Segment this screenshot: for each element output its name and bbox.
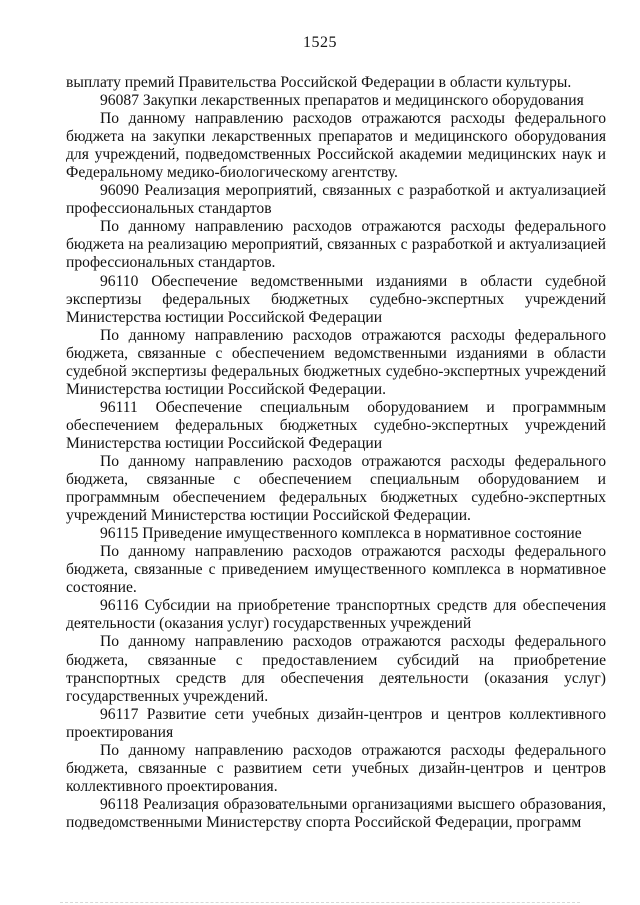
paragraph: выплату премий Правительства Российской Федерации в области культуры. [66,74,572,91]
paragraph: 96118 Реализация образовательными организациями высшего образования, подведомственными Министерству спорта Российской Федерации, программ [66,795,606,831]
paragraph: По данному направлению расходов отражаются расходы федерального бюджета, связанные с приведением имущественного комплекса в нормативное состояние. [66,543,606,597]
paragraph: 96087 Закупки лекарственных препаратов и медицинского оборудования [100,92,584,110]
paragraph: 96116 Субсидии на приобретение транспортных средств для обеспечения деятельности (оказания услуг) государственных учреждений [66,597,606,633]
paragraph: По данному направлению расходов отражаются расходы федерального бюджета, связанные с обеспечением ведомственными изданиями в области судебной экспертизы федеральных бюджетных судебно-экспертных учреждений Министерства юстиции Российской Федерации. [66,326,606,398]
paragraph: 96111 Обеспечение специальным оборудованием и программным обеспечением федеральных бюджетных судебно-экспертных учреждений Министерства юстиции Российской Федерации [66,398,606,452]
page-bottom-edge [60,901,580,903]
paragraph: По данному направлению расходов отражаются расходы федерального бюджета на закупки лекарственных препаратов и медицинского оборудования для учреждений, подведомственных Российской академии медицинских наук и Федеральному медико-биологическому агентству. [66,110,606,182]
page-number: 1525 [303,34,337,51]
paragraph: 96090 Реализация мероприятий, связанных с разработкой и актуализацией профессиональных стандартов [66,182,606,218]
paragraph: 96115 Приведение имущественного комплекса в нормативное состояние [100,525,582,543]
paragraph: По данному направлению расходов отражаются расходы федерального бюджета, связанные с обеспечением специальным оборудованием и программным обеспечением федеральных бюджетных судебно-экспертных учреждений Министерства юстиции Российской Федерации. [66,452,606,525]
document-body [66,74,606,832]
paragraph: По данному направлению расходов отражаются расходы федерального бюджета, связанные с предоставлением субсидий на приобретение транспортных средств для обеспечения деятельности (оказания услуг) государственных учреждений. [66,633,606,705]
paragraph: По данному направлению расходов отражаются расходы федерального бюджета на реализацию мероприятий, связанных с разработкой и актуализацией профессиональных стандартов. [66,218,606,272]
paragraph: По данному направлению расходов отражаются расходы федерального бюджета, связанные с развитием сети учебных дизайн-центров и центров коллективного проектирования. [66,741,606,795]
paragraph: 96117 Развитие сети учебных дизайн-центров и центров коллективного проектирования [66,705,606,741]
paragraph: 96110 Обеспечение ведомственными изданиями в области судебной экспертизы федеральных бюджетных судебно-экспертных учреждений Министерства юстиции Российской Федерации [66,272,606,326]
